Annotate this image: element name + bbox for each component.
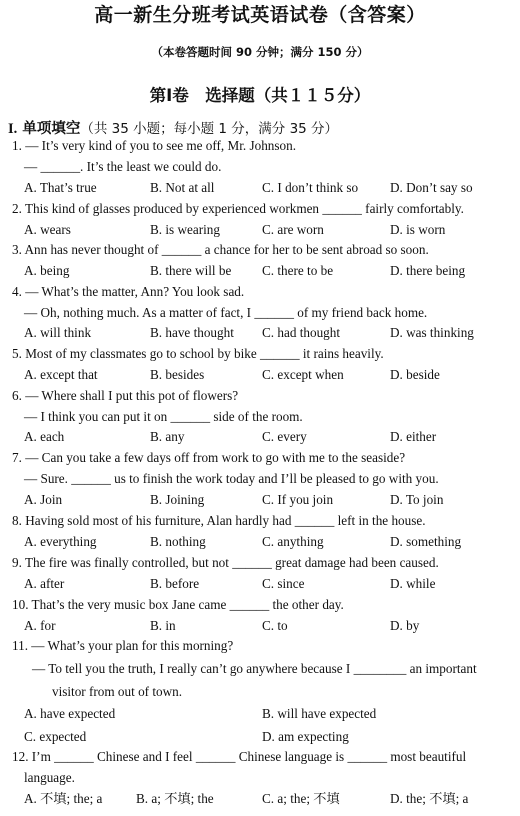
question-7-option-c: C. If you join (262, 492, 334, 507)
question-11-stem: 11. — What’s your plan for this morning? (12, 638, 234, 653)
question-2-option-c: C. are worn (262, 222, 324, 237)
question-2-option-a: A. wears (24, 222, 71, 237)
question-8-option-c: C. anything (262, 534, 324, 549)
question-1-option-a: A. That’s true (24, 180, 97, 195)
part-note: （共 35 小题；每小题 1 分，满分 35 分） (80, 121, 339, 137)
part-heading (8, 117, 338, 138)
question-3-option-c: C. there to be (262, 263, 334, 278)
question-12-option-b: B. a; 不填; the (136, 791, 214, 806)
question-8-option-b: B. nothing (150, 534, 206, 549)
section-heading: 第Ⅰ卷 选择题（共１１５分） (149, 86, 371, 105)
question-12-option-d: D. the; 不填; a (390, 791, 469, 806)
question-4-option-b: B. have thought (150, 325, 234, 340)
question-12-stem: 12. I’m ______ Chinese and I feel ______ Chinese language is ______ most beautiful (12, 749, 467, 764)
question-11-reply: — To tell you the truth, I really can’t go anywhere because I ________ an important (32, 661, 477, 676)
question-7-option-a: A. Join (24, 492, 63, 507)
question-9-option-d: D. while (390, 576, 436, 591)
question-1-reply: — ______. It’s the least we could do. (24, 159, 222, 174)
question-5-option-b: B. besides (150, 367, 205, 382)
document-subtitle: （本卷答题时间 90 分钟；满分 150 分） (151, 45, 369, 59)
question-12-option-a: A. 不填; the; a (24, 791, 103, 806)
question-1-option-d: D. Don’t say so (390, 180, 473, 195)
question-12-stem-continued: language. (24, 770, 75, 785)
question-9-option-a: A. after (24, 576, 65, 591)
question-5-stem: 5. Most of my classmates go to school by bike ______ it rains heavily. (12, 346, 384, 361)
question-3-option-a: A. being (24, 263, 70, 278)
question-2-option-b: B. is wearing (150, 222, 220, 237)
question-8-option-a: A. everything (24, 534, 97, 549)
question-5-option-a: A. except that (24, 367, 98, 382)
question-11-option-b: B. will have expected (262, 706, 377, 721)
question-6-option-b: B. any (150, 429, 185, 444)
question-9-stem: 9. The fire was finally controlled, but not ______ great damage had been caused. (12, 555, 439, 570)
question-4-option-c: C. had thought (262, 325, 341, 340)
question-1-option-b: B. Not at all (150, 180, 215, 195)
question-2-option-d: D. is worn (390, 222, 446, 237)
question-9-option-b: B. before (150, 576, 200, 591)
question-8-stem: 8. Having sold most of his furniture, Alan hardly had ______ left in the house. (12, 513, 426, 528)
question-6-option-a: A. each (24, 429, 65, 444)
part-numeral: I. (8, 121, 18, 137)
question-2-stem: 2. This kind of glasses produced by experienced workmen ______ fairly comfortably. (12, 201, 464, 216)
question-11-option-c: C. expected (24, 729, 87, 744)
question-12-option-c: C. a; the; 不填 (262, 791, 340, 806)
question-10-option-b: B. in (150, 618, 176, 633)
question-1-stem: 1. — It’s very kind of you to see me off, Mr. Johnson. (12, 138, 296, 153)
document-title: 高一新生分班考试英语试卷（含答案） (94, 4, 426, 26)
question-11-option-d: D. am expecting (262, 729, 349, 744)
question-10-stem: 10. That’s the very music box Jane came ______ the other day. (12, 597, 344, 612)
question-4-option-a: A. will think (24, 325, 92, 340)
question-7-reply: — Sure. ______ us to finish the work today and I’ll be pleased to go with you. (24, 471, 439, 486)
question-6-option-c: C. every (262, 429, 307, 444)
question-9-option-c: C. since (262, 576, 305, 591)
question-5-option-d: D. beside (390, 367, 440, 382)
question-10-option-a: A. for (24, 618, 56, 633)
question-7-option-b: B. Joining (150, 492, 205, 507)
question-10-option-c: C. to (262, 618, 288, 633)
question-10-option-d: D. by (390, 618, 420, 633)
question-4-stem: 4. — What’s the matter, Ann? You look sad. (12, 284, 245, 299)
question-6-option-d: D. either (390, 429, 437, 444)
question-1-option-c: C. I don’t think so (262, 180, 359, 195)
question-3-option-b: B. there will be (150, 263, 232, 278)
question-4-option-d: D. was thinking (390, 325, 474, 340)
question-6-reply: — I think you can put it on ______ side of the room. (24, 409, 303, 424)
question-5-option-c: C. except when (262, 367, 344, 382)
question-3-option-d: D. there being (390, 263, 466, 278)
question-11-option-a: A. have expected (24, 706, 116, 721)
question-3-stem: 3. Ann has never thought of ______ a chance for her to be sent abroad so soon. (12, 242, 429, 257)
question-4-reply: — Oh, nothing much. As a matter of fact, I ______ of my friend back home. (24, 305, 428, 320)
question-7-option-d: D. To join (390, 492, 444, 507)
question-11-reply-continued: visitor from out of town. (52, 684, 183, 699)
question-6-stem: 6. — Where shall I put this pot of flowers? (12, 388, 239, 403)
question-7-stem: 7. — Can you take a few days off from work to go with me to the seaside? (12, 450, 406, 465)
part-name: 单项填空 (22, 121, 81, 137)
question-8-option-d: D. something (390, 534, 462, 549)
